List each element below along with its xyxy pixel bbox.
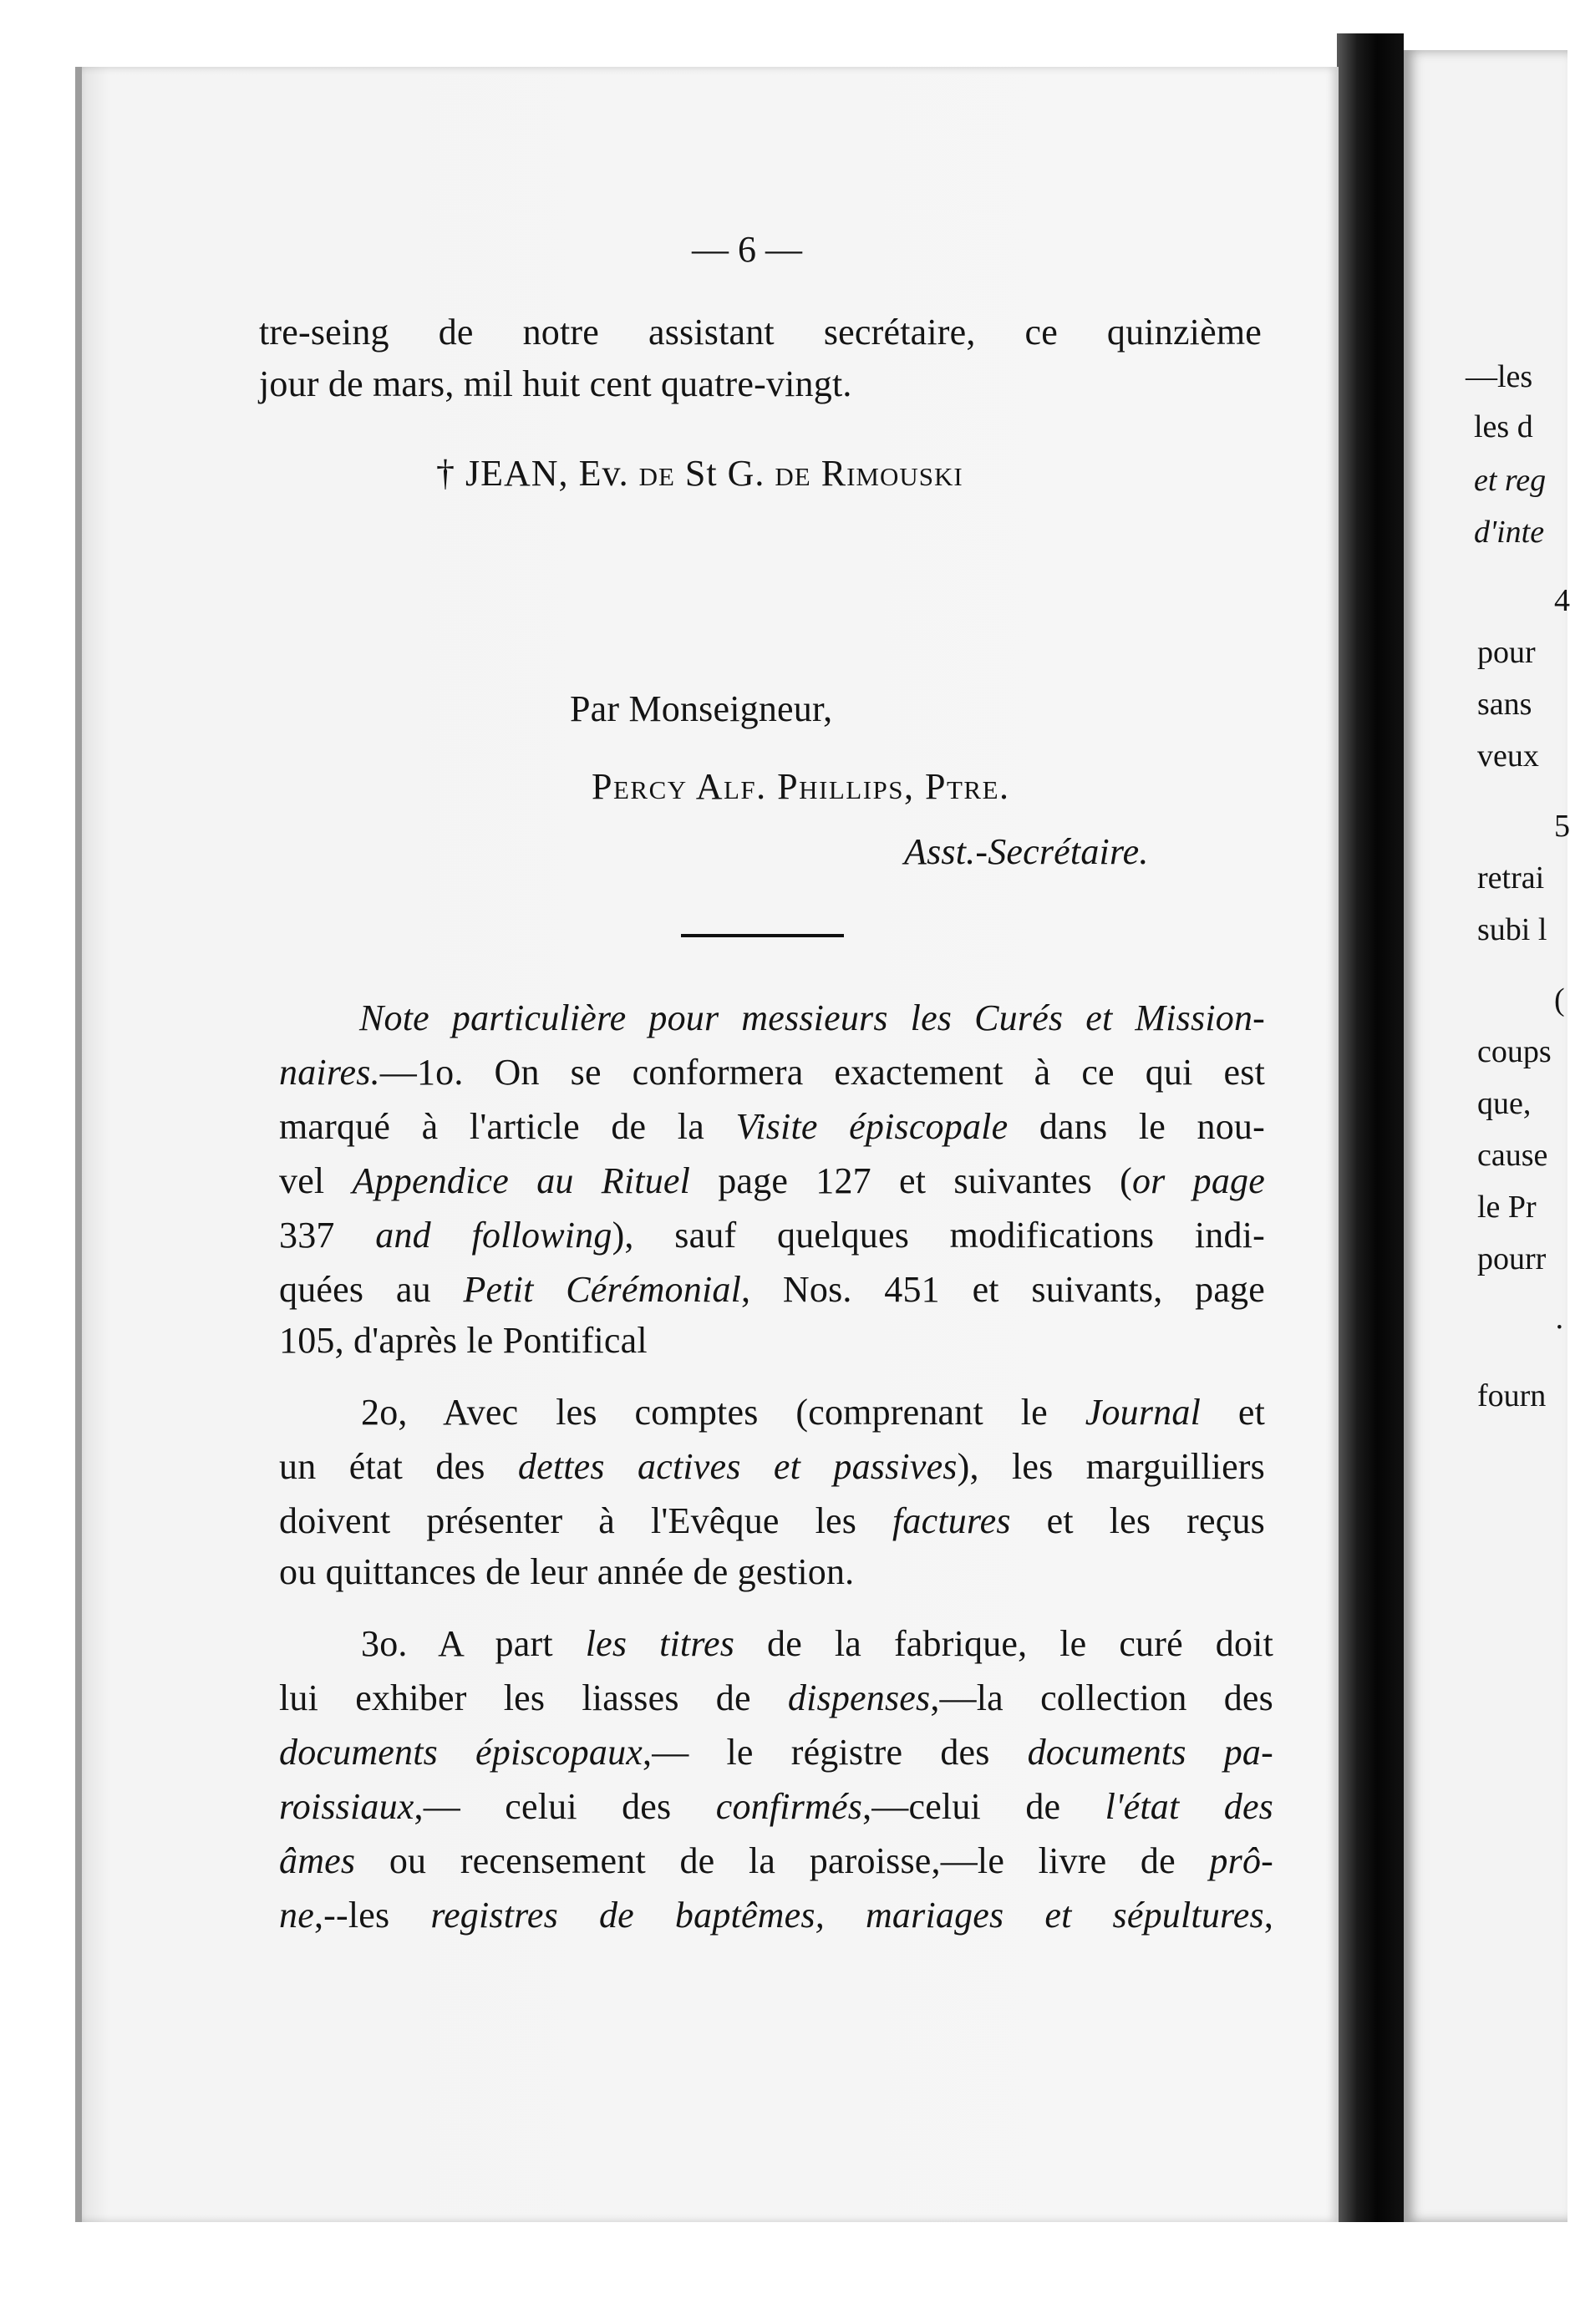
right-line: les d: [1474, 409, 1533, 444]
scan-bottom-margin: [67, 2222, 1567, 2324]
right-line: subi l: [1477, 912, 1547, 947]
book-spine-gutter: [1337, 33, 1404, 2222]
scan-top-margin: [0, 0, 1567, 67]
right-line: pourr: [1477, 1241, 1547, 1276]
para3-line-2: lui exhiber les liasses de dispenses,—la collection des: [279, 1677, 1273, 1718]
signature-name: JEAN,: [465, 453, 569, 494]
right-line: d'inte: [1474, 515, 1545, 550]
right-line: 5: [1554, 809, 1570, 844]
note-line-7: 105, d'après le Pontifical: [279, 1320, 648, 1361]
closing-line-1: tre-seing de notre assistant secrétaire, ce quinzième: [259, 312, 1262, 353]
countersign-par: Par Monseigneur,: [570, 688, 833, 729]
note-line-6: quées au Petit Cérémonial, Nos. 451 et suivants, page: [279, 1269, 1265, 1310]
para3-line-5: âmes ou recensement de la paroisse,—le livre de prô-: [279, 1840, 1273, 1881]
right-line: sans: [1477, 687, 1532, 722]
right-line: retrai: [1477, 860, 1545, 896]
para3-line-6: ne,--les registres de baptêmes, mariages et sépultures,: [279, 1895, 1274, 1936]
page-number: — 6 —: [692, 229, 802, 270]
right-line: cause: [1477, 1138, 1548, 1173]
right-line: 4: [1554, 583, 1570, 618]
signature-st-g: St G.: [684, 453, 765, 494]
para3-line-3: documents épiscopaux,— le régistre des documents pa-: [279, 1732, 1273, 1773]
note-line-1: Note particulière pour messieurs les Curés et Mission-: [359, 997, 1265, 1038]
para2-line-1: 2o, Avec les comptes (comprenant le Journal et: [361, 1392, 1265, 1433]
note-line-3: marqué à l'article de la Visite épiscopale dans le nou-: [279, 1106, 1265, 1147]
para2-line-2: un état des dettes actives et passives), les marguilliers: [279, 1446, 1265, 1487]
signature-place: Rimouski: [821, 453, 963, 494]
signature-de-2: de: [775, 453, 811, 494]
signature-ev: Ev.: [578, 453, 629, 494]
right-line: —les: [1466, 359, 1533, 394]
countersign-title: [904, 831, 1149, 872]
left-page-edge: [75, 67, 82, 2222]
right-line: coups: [1477, 1034, 1552, 1069]
para3-line-4: roissiaux,— celui des confirmés,—celui de l'état des: [279, 1786, 1274, 1827]
right-line: le Pr: [1477, 1190, 1537, 1225]
right-line: fourn: [1477, 1378, 1547, 1413]
note-line-5: 337 and following), sauf quelques modifications indi-: [279, 1215, 1265, 1256]
right-page-fragment: [1404, 50, 1570, 2222]
section-divider: [681, 934, 844, 937]
dagger-mark: †: [436, 453, 455, 494]
para2-line-3: doivent présenter à l'Evêque les factures et les reçus: [279, 1500, 1265, 1541]
right-line: pour: [1477, 635, 1536, 670]
right-line: veux: [1477, 738, 1539, 774]
right-line: et reg: [1474, 463, 1547, 498]
right-line: (: [1554, 982, 1565, 1017]
note-line-4: vel Appendice au Rituel page 127 et suivantes (or page: [279, 1160, 1265, 1201]
countersign-title-text: Asst.-Secrétaire.: [904, 831, 1149, 872]
countersign-name: Percy Alf. Phillips, Ptre.: [592, 766, 1010, 807]
note-line-2: naires.—1o. On se conformera exactement à ce qui est: [279, 1052, 1265, 1093]
para2-line-4: ou quittances de leur année de gestion.: [279, 1551, 855, 1592]
para3-line-1: 3o. A part les titres de la fabrique, le curé doit: [361, 1623, 1273, 1664]
bishop-signature: [436, 455, 963, 492]
right-line: que,: [1477, 1086, 1532, 1121]
right-line: ·: [1554, 1310, 1565, 1345]
closing-line-2: jour de mars, mil huit cent quatre-vingt.: [259, 363, 852, 404]
signature-de-1: de: [638, 453, 675, 494]
